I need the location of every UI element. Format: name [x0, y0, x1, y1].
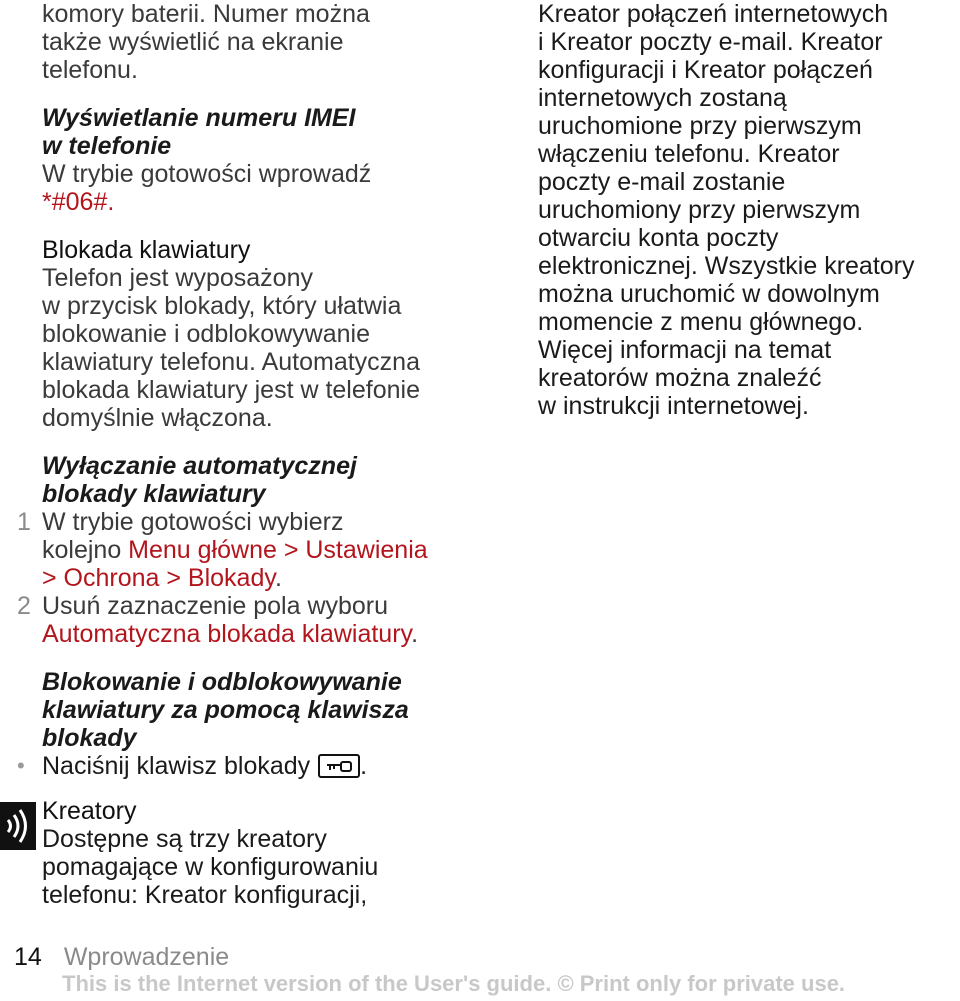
right-line: elektronicznej. Wszystkie kreatory	[538, 252, 915, 280]
keylock-line: Telefon jest wyposażony	[42, 264, 313, 292]
imei-code: *#06#.	[42, 188, 115, 216]
wizards-heading	[42, 797, 512, 825]
keylock-heading	[42, 236, 512, 264]
step-item	[17, 508, 512, 592]
lock-key-heading-line: klawiatury za pomocą klawisza	[42, 696, 409, 724]
auto-keylock-off-heading	[42, 452, 512, 508]
intro-paragraph	[42, 0, 512, 84]
wizards-line: pomagające w konfigurowaniu	[42, 853, 379, 881]
left-column	[17, 0, 512, 909]
right-line: uruchomione przy pierwszym	[538, 112, 862, 140]
keylock-line: domyślnie włączona.	[42, 404, 273, 432]
lock-key-bullet-item	[17, 752, 512, 780]
lock-key-heading	[42, 668, 512, 752]
wizards-line: Dostępne są trzy kreatory	[42, 825, 327, 853]
wizards-paragraph	[42, 825, 512, 909]
lock-key-heading-line: blokady	[42, 724, 137, 752]
intro-line: telefonu.	[42, 56, 138, 84]
lock-key-text-end: .	[360, 752, 368, 780]
step-text: .	[411, 620, 419, 648]
imei-heading	[42, 104, 512, 160]
lock-key-heading-line: Blokowanie i odblokowywanie	[42, 668, 402, 696]
right-line: Więcej informacji na temat	[538, 336, 832, 364]
step-list	[17, 508, 512, 648]
keylock-paragraph	[42, 264, 512, 432]
keylock-heading-text: Blokada klawiatury	[42, 236, 251, 264]
menu-option: Automatyczna blokada klawiatury	[42, 620, 412, 648]
menu-path: > Ochrona > Blokady	[42, 564, 276, 592]
bullet-icon: •	[17, 753, 25, 778]
right-line: otwarciu konta poczty	[538, 224, 779, 252]
right-line: i Kreator poczty e-mail. Kreator	[538, 28, 883, 56]
step-text: W trybie gotowości wybierz	[42, 508, 344, 536]
step-number: 1	[17, 508, 31, 536]
step-item	[17, 592, 512, 648]
key-icon	[318, 754, 360, 778]
sound-waves-icon	[0, 802, 36, 850]
step-text: Usuń zaznaczenie pola wyboru	[42, 592, 389, 620]
right-column	[538, 0, 958, 420]
right-line: można uruchomić w dowolnym	[538, 280, 880, 308]
watermark: This is the Internet version of the User's guide. © Print only for private use.	[62, 971, 846, 996]
keylock-line: blokowanie i odblokowywanie	[42, 320, 370, 348]
menu-path: Menu główne > Ustawienia	[128, 536, 428, 564]
right-line: w instrukcji internetowej.	[538, 392, 809, 420]
keylock-line: klawiatury telefonu. Automatyczna	[42, 348, 420, 376]
keylock-line: blokada klawiatury jest w telefonie	[42, 376, 420, 404]
right-line: uruchomiony przy pierwszym	[538, 196, 861, 224]
step-number: 2	[17, 592, 31, 620]
auto-off-heading-line: Wyłączanie automatycznej	[42, 452, 357, 480]
wizards-line: telefonu: Kreator konfiguracji,	[42, 881, 368, 909]
page-footer	[14, 942, 229, 972]
right-line: konfiguracji i Kreator połączeń	[538, 56, 873, 84]
wizards-heading-text: Kreatory	[42, 797, 137, 825]
step-text: kolejno	[42, 536, 129, 564]
right-line: włączeniu telefonu. Kreator	[538, 140, 840, 168]
lock-key-text: Naciśnij klawisz blokady	[42, 752, 311, 780]
imei-heading-line: Wyświetlanie numeru IMEI	[42, 104, 356, 132]
right-line: momencie z menu głównego.	[538, 308, 864, 336]
imei-heading-line: w telefonie	[42, 132, 172, 160]
step-text: .	[275, 564, 282, 592]
right-line: kreatorów można znaleźć	[538, 364, 822, 392]
right-line: Kreator połączeń internetowych	[538, 0, 889, 28]
intro-line: także wyświetlić na ekranie	[42, 28, 344, 56]
intro-line: komory baterii. Numer można	[42, 0, 370, 28]
imei-paragraph	[42, 160, 512, 216]
imei-text: W trybie gotowości wprowadź	[42, 160, 372, 188]
right-line: poczty e-mail zostanie	[538, 168, 786, 196]
right-line: internetowych zostaną	[538, 84, 787, 112]
auto-off-heading-line: blokady klawiatury	[42, 480, 266, 508]
keylock-line: w przycisk blokady, który ułatwia	[42, 292, 402, 320]
section-name: Wprowadzenie	[63, 943, 230, 971]
page-number: 14	[14, 943, 42, 971]
